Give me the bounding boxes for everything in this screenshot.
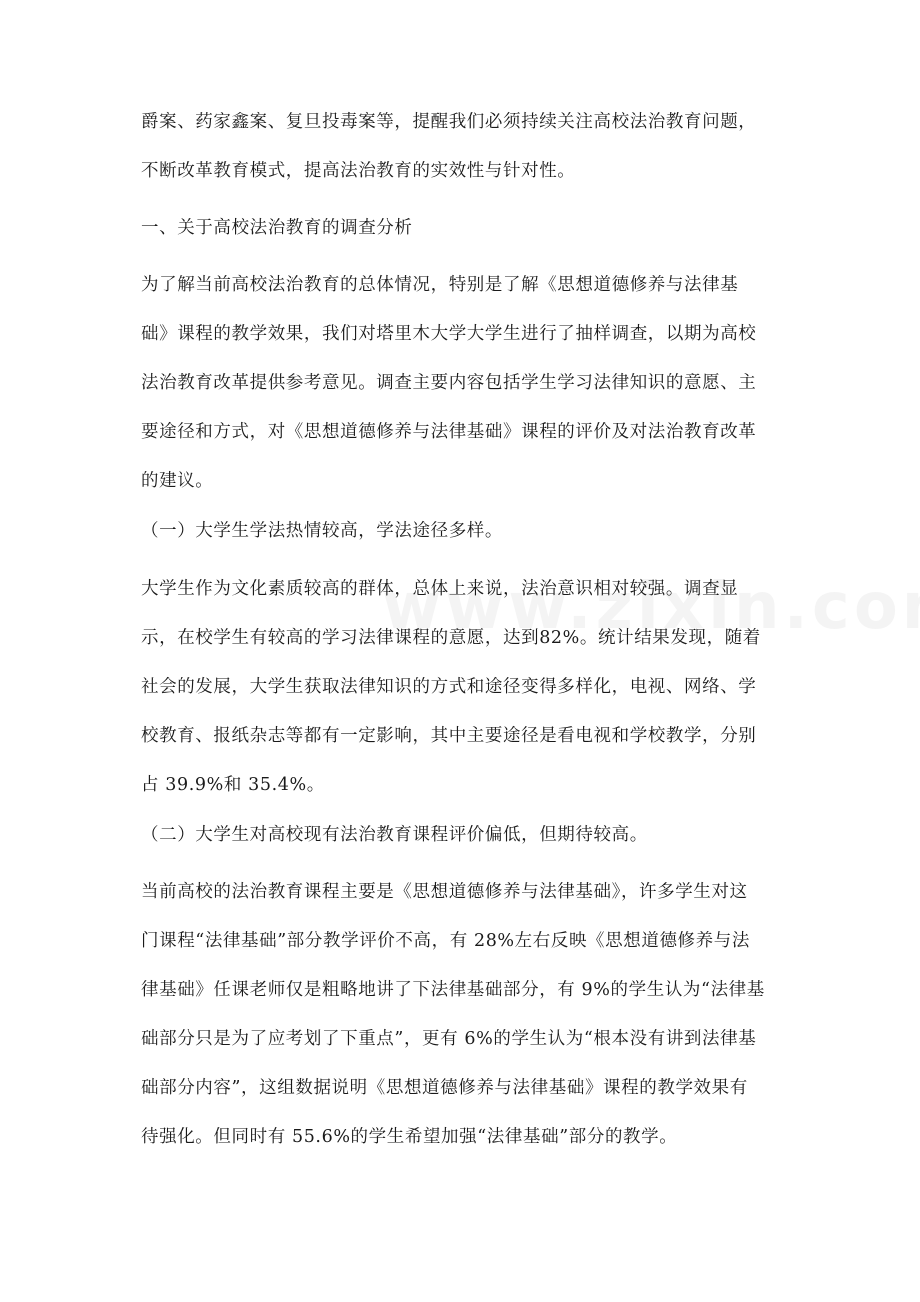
- paragraph-evaluation: [141, 868, 781, 1162]
- text-line: 示，在校学生有较高的学习法律课程的意愿，达到82%。统计结果发现，随着: [141, 628, 761, 648]
- text-line: 律基础》任课老师仅是粗略地讲了下法律基础部分，有 9%的学生认为“法律基: [141, 980, 765, 1000]
- text-line: 础部分只是为了应考划了下重点”，更有 6%的学生认为“根本没有讲到法律基: [141, 1029, 757, 1049]
- paragraph-enthusiasm: [141, 565, 781, 810]
- subsection-heading: （一）大学生学法热情较高，学法途径多样。: [141, 521, 503, 541]
- paragraph-intro: [141, 98, 781, 196]
- text-line: 础部分内容”，这组数据说明《思想道德修养与法律基础》课程的教学效果有: [141, 1078, 748, 1098]
- text-line: 爵案、药家鑫案、复旦投毒案等，提醒我们必须持续关注高校法治教育问题，: [141, 112, 757, 132]
- text-line: 法治教育改革提供参考意见。调查主要内容包括学生学习法律知识的意愿、主: [141, 373, 757, 393]
- paragraph-survey: [141, 261, 781, 506]
- text-line: 社会的发展，大学生获取法律知识的方式和途径变得多样化，电视、网络、学: [141, 677, 757, 697]
- text-line: 待强化。但同时有 55.6%的学生希望加强“法律基础”部分的教学。: [141, 1127, 678, 1147]
- text-line: 大学生作为文化素质较高的群体，总体上来说，法治意识相对较强。调查显: [141, 579, 739, 599]
- text-line: 校教育、报纸杂志等都有一定影响，其中主要途径是看电视和学校教学，分别: [141, 726, 757, 746]
- text-line: 础》课程的教学效果，我们对塔里木大学大学生进行了抽样调查，以期为高校: [141, 324, 757, 344]
- text-line: 占 39.9%和 35.4%。: [141, 775, 325, 795]
- text-line: 要途径和方式，对《思想道德修养与法律基础》课程的评价及对法治教育改革: [141, 422, 757, 442]
- text-line: 的建议。: [141, 471, 214, 491]
- text-line: 不断改革教育模式，提高法治教育的实效性与针对性。: [141, 161, 576, 181]
- text-line: 当前高校的法治教育课程主要是《思想道德修养与法律基础》，许多学生对这: [141, 882, 748, 902]
- subsection-heading: （二）大学生对高校现有法治教育课程评价偏低，但期待较高。: [141, 825, 648, 845]
- section-heading: 一、关于高校法治教育的调查分析: [141, 218, 413, 238]
- text-line: 门课程“法律基础”部分教学评价不高，有 28%左右反映《思想道德修养与法: [141, 931, 750, 951]
- text-line: 为了解当前高校法治教育的总体情况，特别是了解《思想道德修养与法律基: [141, 275, 739, 295]
